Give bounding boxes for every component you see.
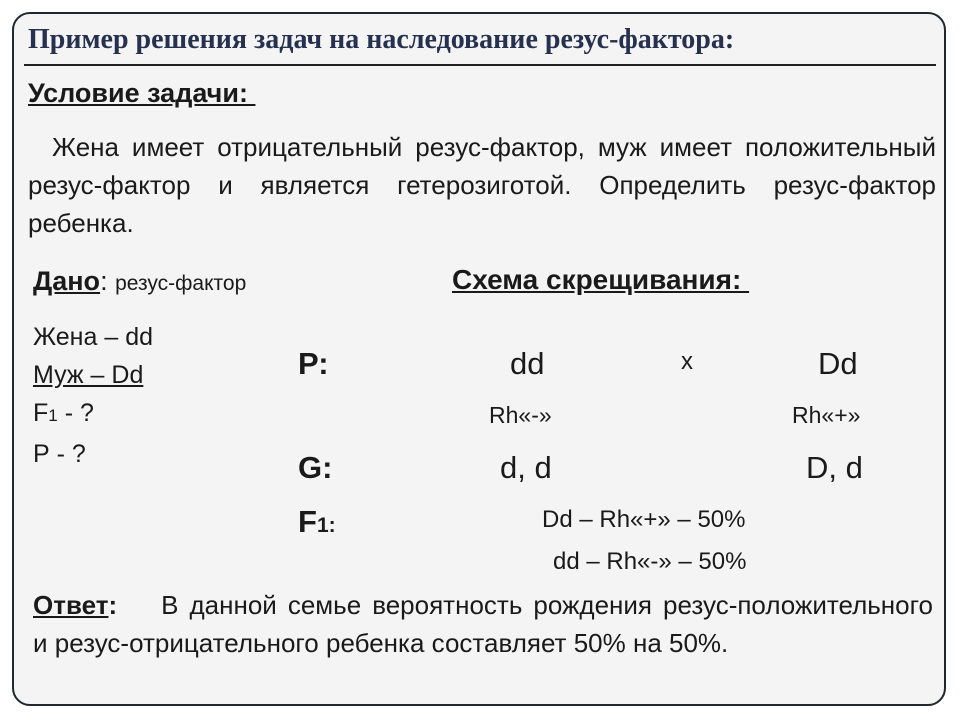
gametes-label: G:: [298, 450, 333, 485]
mother-genotype: dd: [510, 346, 545, 381]
given-heading: [33, 266, 246, 297]
given-f1: [33, 394, 153, 435]
given-list: [33, 318, 153, 473]
father-genotype: Dd: [818, 346, 858, 381]
answer-colon: :: [108, 590, 118, 620]
mother-gametes: d, d: [500, 450, 552, 485]
f1-label: [298, 504, 336, 540]
f1-label-letter: F: [298, 504, 317, 539]
title-divider: [24, 64, 936, 66]
given-wife: Жена – dd: [33, 323, 153, 351]
given-husband: Муж – Dd: [33, 361, 144, 389]
answer: [33, 586, 933, 662]
f1-label-colon: :: [328, 514, 336, 537]
condition-text: Жена имеет отрицательный резус-фактор, муж имеет положительный резус-фактор и является гетерозиготой. Определить резус-фактор ребенка.: [28, 132, 936, 238]
offspring-row-2: dd – Rh«-» – 50%: [553, 548, 747, 575]
given-f1-rest: - ?: [57, 399, 94, 427]
father-gametes: D, d: [806, 450, 863, 485]
scheme-heading: Схема скрещивания:: [452, 264, 750, 295]
answer-text: В данной семье вероятность рождения резус-положительного и резус-отрицательного ребенка составляет 50% на 50%.: [33, 590, 933, 658]
condition-heading: Условие задачи:: [28, 78, 256, 108]
answer-label: Ответ: [33, 590, 109, 620]
offspring-row-1: Dd – Rh«+» – 50%: [542, 506, 746, 533]
cross-sign: x: [681, 348, 693, 375]
parents-label: Р:: [298, 346, 329, 381]
given-p: Р - ?: [33, 440, 86, 468]
f1-label-sub: 1: [316, 514, 329, 537]
given-label: Дано: [33, 266, 101, 296]
given-f1-letter: F: [33, 399, 49, 427]
slide-title: Пример решения задач на наследование резус-фактора:: [28, 24, 735, 55]
given-colon: :: [100, 266, 108, 296]
mother-rh: Rh«-»: [489, 402, 552, 428]
given-f1-sub: 1: [48, 406, 58, 425]
given-subject: резус-фактор: [115, 272, 247, 295]
father-rh: Rh«+»: [792, 402, 861, 428]
